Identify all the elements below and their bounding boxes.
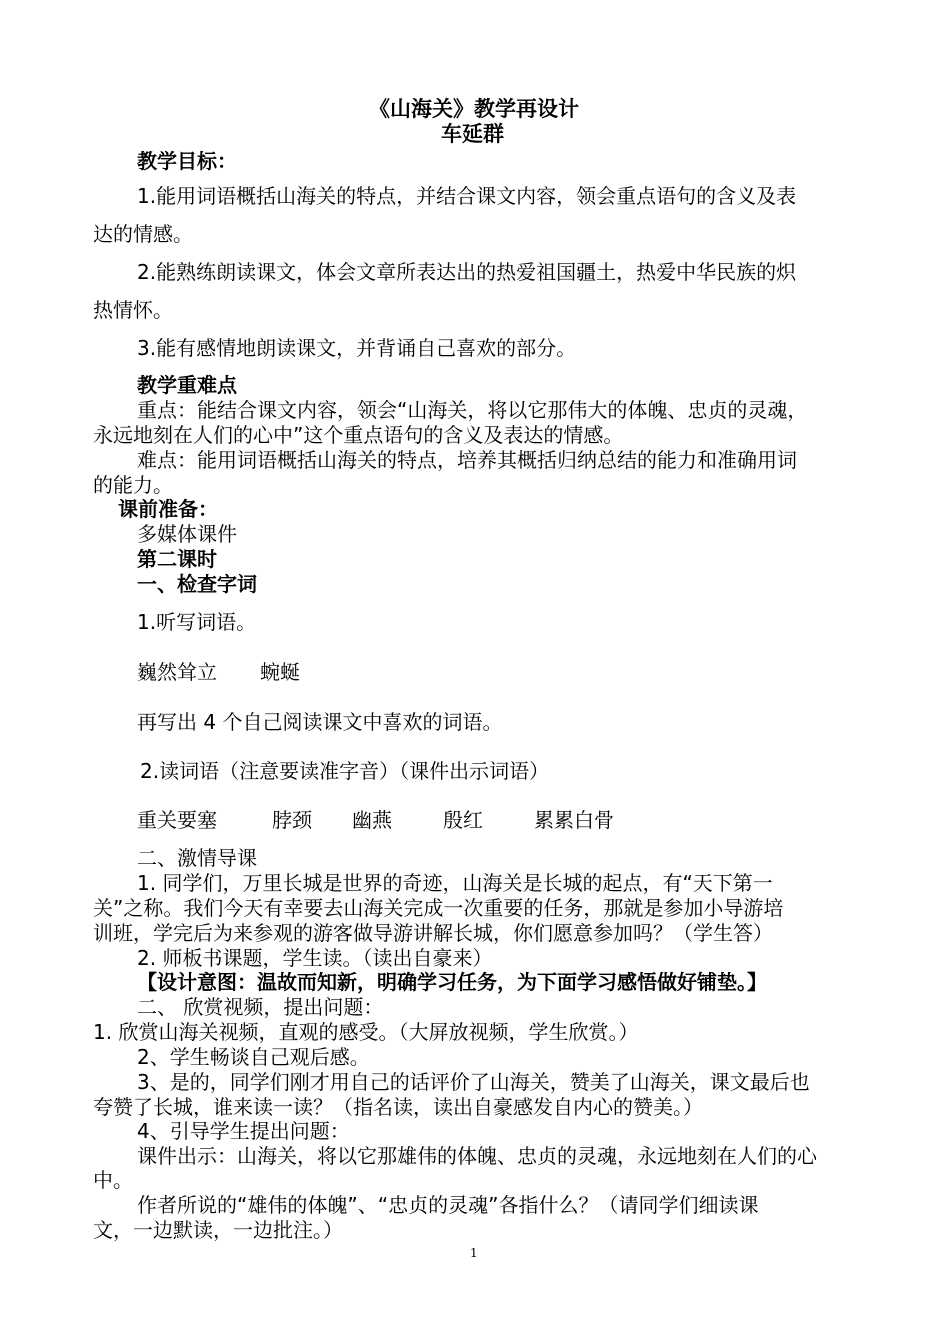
section-2-paragraph-line: 训班，学完后为来参观的游客做导游讲解长城，你们愿意参加吗？（学生答）: [93, 921, 773, 945]
objective-1-line-2: 达的情感。: [93, 222, 193, 246]
read-words-instruction: 2.读词语（注意要读准字音）（课件出示词语）: [140, 759, 550, 783]
design-intent: 【设计意图：温故而知新，明确学习任务，为下面学习感悟做好铺垫。】: [137, 970, 767, 994]
objective-2-line-1: 2.能熟练朗读课文，体会文章所表达出的热爱祖国疆土，热爱中华民族的炽: [137, 260, 797, 284]
objective-3: 3.能有感情地朗读课文，并背诵自己喜欢的部分。: [137, 336, 577, 360]
section-3-paragraph-line: 课件出示：山海关，将以它那雄伟的体魄、忠贞的灵魂，永远地刻在人们的心: [137, 1144, 817, 1168]
key-point-line-1: 重点：能结合课文内容，领会“山海关，将以它那伟大的体魄、忠贞的灵魂，: [137, 398, 808, 422]
section-3-paragraph-line: 夸赞了长城，谁来读一读？（指名读，读出自豪感发自内心的赞美。）: [93, 1095, 703, 1119]
write-more-instruction: 再写出 4 个自己阅读课文中喜欢的词语。: [137, 710, 503, 734]
objective-1-line-1: 1.能用词语概括山海关的特点，并结合课文内容，领会重点语句的含义及表: [137, 184, 797, 208]
section-3-paragraph-line: 3、是的，同学们刚才用自己的话评价了山海关，赞美了山海关，课文最后也: [137, 1070, 810, 1094]
difficulty-line-2: 的能力。: [93, 473, 173, 497]
page-number: 1: [470, 1246, 478, 1260]
vocab-word: 脖颈: [272, 808, 312, 832]
dictation-instruction: 1.听写词语。: [137, 610, 257, 634]
lesson-period: 第二课时: [137, 547, 217, 571]
dictation-word: 蜿蜒: [260, 660, 300, 684]
section-3-paragraph-line: 作者所说的“雄伟的体魄”、“忠贞的灵魂”各指什么？（请同学们细读课: [137, 1193, 759, 1217]
section-3-paragraph-line: 文，一边默读，一边批注。）: [93, 1218, 343, 1242]
section-3-paragraph-line: 2、学生畅谈自己观后感。: [137, 1045, 370, 1069]
vocab-word: 累累白骨: [534, 808, 614, 832]
vocab-word: 幽燕: [352, 808, 392, 832]
preparation-item: 多媒体课件: [137, 522, 237, 546]
key-points-heading: 教学重难点: [137, 373, 237, 397]
section-2-paragraph-line: 关”之称。我们今天有幸要去山海关完成一次重要的任务，那就是参加小导游培: [93, 896, 784, 920]
section-2-paragraph-line: 1. 同学们，万里长城是世界的奇迹，山海关是长城的起点，有“天下第一: [137, 871, 773, 895]
document-title: 《山海关》教学再设计: [369, 97, 579, 121]
section-3-paragraph-line: 4、引导学生提出问题：: [137, 1119, 350, 1143]
vocab-word: 重关要塞: [137, 808, 217, 832]
objectives-heading: 教学目标：: [137, 149, 237, 173]
section-3-paragraph-line: 1. 欣赏山海关视频，直观的感受。（大屏放视频，学生欣赏。）: [93, 1020, 639, 1044]
key-point-line-2: 永远地刻在人们的心中”这个重点语句的含义及表达的情感。: [93, 423, 624, 447]
difficulty-line-1: 难点：能用词语概括山海关的特点，培养其概括归纳总结的能力和准确用词: [137, 448, 797, 472]
section-3-heading: 二、 欣赏视频，提出问题：: [137, 995, 384, 1019]
preparation-heading: 课前准备：: [118, 497, 218, 521]
section-2-heading: 二、激情导课: [137, 846, 257, 870]
document-author: 车延群: [441, 122, 504, 146]
dictation-word: 巍然耸立: [137, 660, 217, 684]
vocab-word: 殷红: [443, 808, 483, 832]
section-3-paragraph-line: 中。: [93, 1168, 133, 1192]
section-2-paragraph-line: 2. 师板书课题，学生读。（读出自豪来）: [137, 946, 493, 970]
objective-2-line-2: 热情怀。: [93, 298, 173, 322]
section-1-heading: 一、检查字词: [137, 572, 257, 596]
